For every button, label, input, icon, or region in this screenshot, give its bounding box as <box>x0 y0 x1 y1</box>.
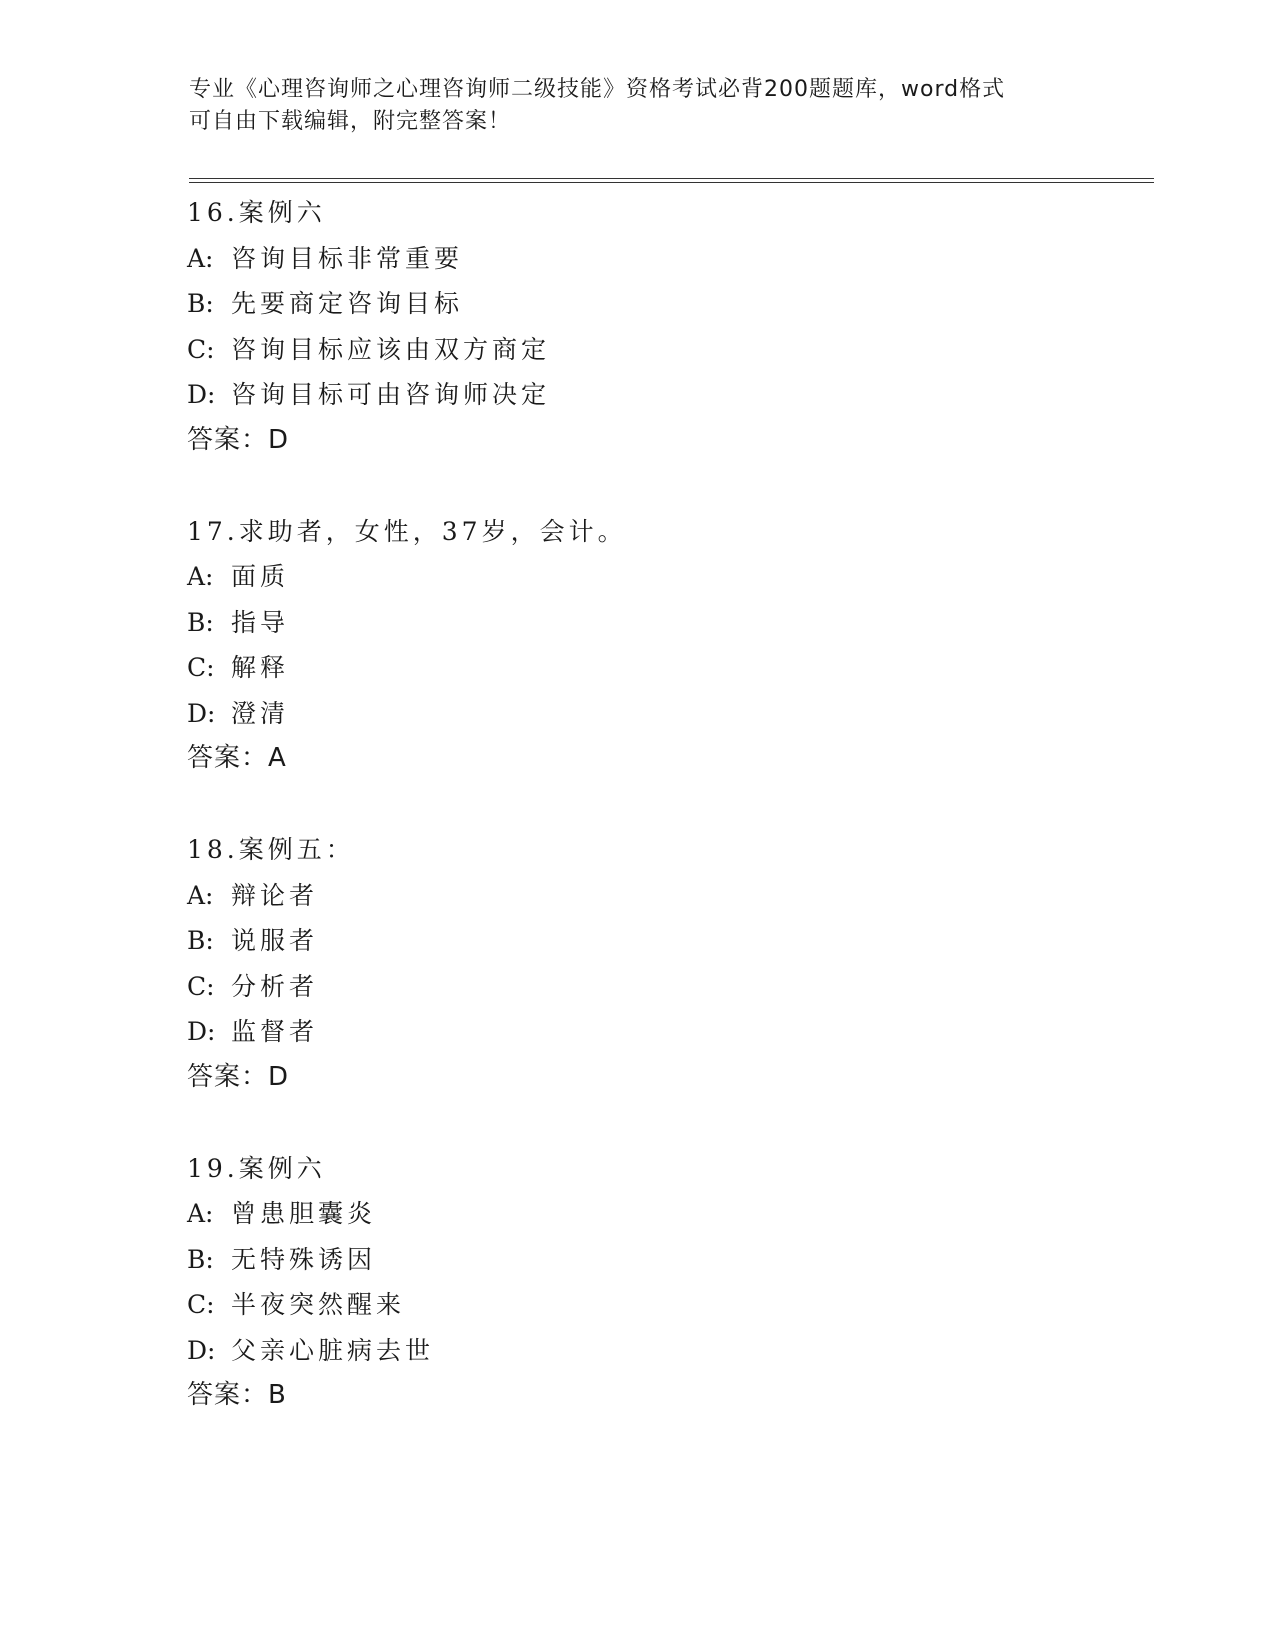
option-text: 指导 <box>231 607 290 637</box>
option-c <box>187 645 1147 691</box>
option-a <box>187 873 1147 919</box>
question-stem: 17.求助者，女性，37岁，会计。 <box>187 516 627 546</box>
question-stem: 18.案例五： <box>187 835 355 864</box>
option-a <box>187 554 1147 600</box>
question-18 <box>187 827 1147 1146</box>
option-b <box>187 918 1147 964</box>
option-label: D: <box>187 1335 216 1365</box>
option-label: D: <box>187 1017 216 1046</box>
option-text: 监督者 <box>231 1017 319 1046</box>
option-text: 曾患胆囊炎 <box>231 1199 377 1228</box>
spacer <box>187 1100 1147 1146</box>
option-d <box>187 1009 1147 1055</box>
option-d <box>187 372 1147 418</box>
option-c <box>187 1282 1147 1328</box>
option-text: 面质 <box>231 562 290 591</box>
option-b <box>187 600 1147 646</box>
answer-line: 答案：D <box>187 1061 290 1092</box>
question-stem: 16.案例六 <box>187 198 326 227</box>
option-label: C: <box>187 334 215 364</box>
option-label: D: <box>187 380 216 409</box>
document-header <box>189 74 1089 138</box>
answer-line: 答案：A <box>187 743 287 773</box>
option-label: B: <box>187 607 214 637</box>
question-stem: 19.案例六 <box>187 1153 326 1183</box>
header-line-2: 可自由下载编辑，附完整答案！ <box>189 109 512 134</box>
option-label: B: <box>187 1244 214 1274</box>
header-line-1: 专业《心理咨询师之心理咨询师二级技能》资格考试必背200题题库，word格式 <box>189 77 1006 102</box>
option-label: A: <box>187 562 214 591</box>
answer-line: 答案：D <box>187 424 290 455</box>
option-c <box>187 327 1147 373</box>
option-a <box>187 1191 1147 1237</box>
option-label: A: <box>187 1199 214 1228</box>
option-label: A: <box>187 880 214 910</box>
option-text: 说服者 <box>231 926 319 955</box>
option-text: 解释 <box>231 653 290 682</box>
option-b <box>187 281 1147 327</box>
option-c <box>187 964 1147 1010</box>
header-divider-top <box>189 178 1154 179</box>
option-label: A: <box>187 243 214 273</box>
option-label: B: <box>187 289 214 318</box>
header-divider-bottom <box>189 182 1154 183</box>
spacer <box>187 782 1147 828</box>
question-17 <box>187 509 1147 828</box>
option-label: C: <box>187 971 215 1001</box>
option-label: C: <box>187 1290 215 1319</box>
option-text: 先要商定咨询目标 <box>231 289 464 318</box>
option-text: 澄清 <box>231 698 290 728</box>
question-list <box>187 190 1147 1419</box>
option-text: 咨询目标非常重要 <box>231 243 464 273</box>
answer-line: 答案：B <box>187 1380 287 1410</box>
option-d <box>187 1328 1147 1374</box>
option-a <box>187 236 1147 282</box>
option-label: D: <box>187 698 216 728</box>
option-text: 父亲心脏病去世 <box>231 1335 435 1365</box>
option-d <box>187 691 1147 737</box>
option-text: 辩论者 <box>231 880 319 910</box>
option-b <box>187 1237 1147 1283</box>
spacer <box>187 463 1147 509</box>
option-text: 咨询目标可由咨询师决定 <box>231 380 551 409</box>
option-text: 半夜突然醒来 <box>231 1290 406 1319</box>
option-label: B: <box>187 926 214 955</box>
option-text: 分析者 <box>231 971 319 1001</box>
question-16 <box>187 190 1147 509</box>
question-19 <box>187 1146 1147 1419</box>
option-text: 咨询目标应该由双方商定 <box>231 334 551 364</box>
option-label: C: <box>187 653 215 682</box>
option-text: 无特殊诱因 <box>231 1244 377 1274</box>
